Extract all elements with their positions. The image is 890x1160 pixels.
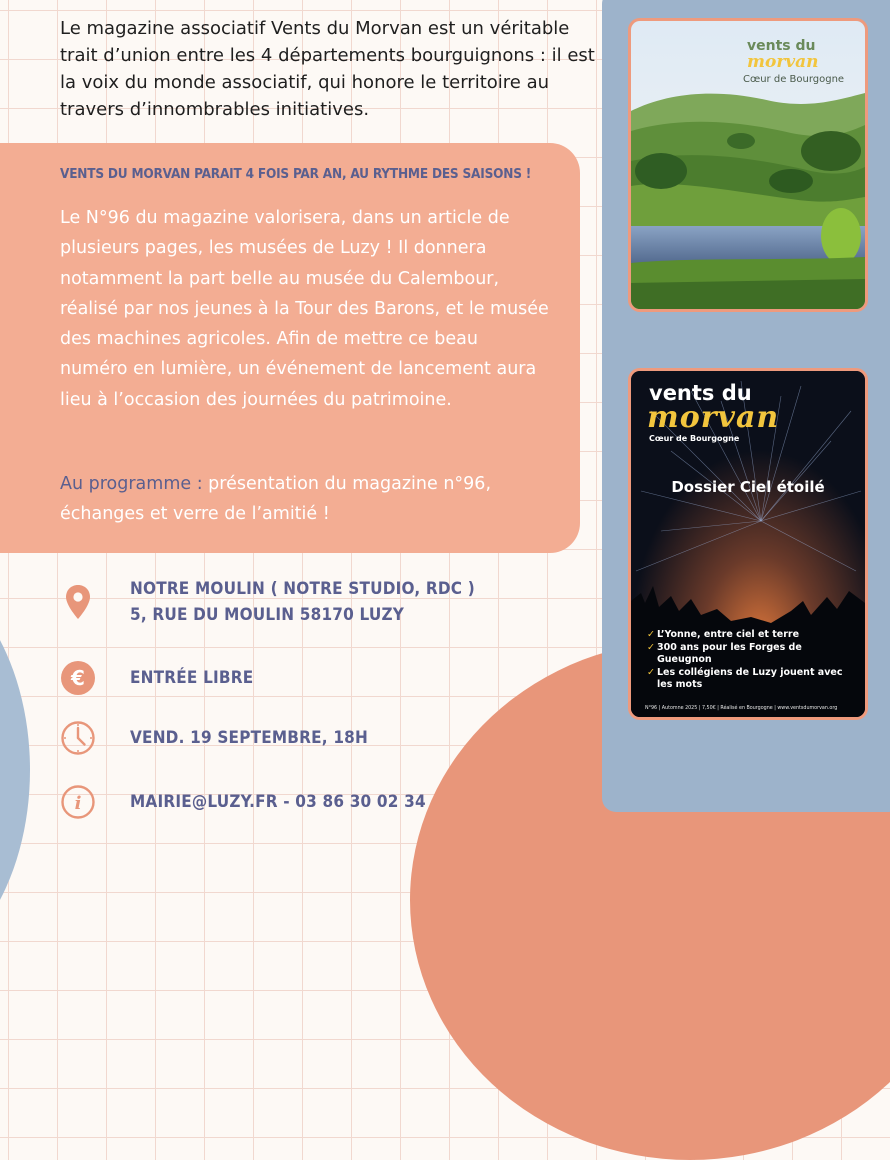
info-row-contact [60, 784, 426, 820]
info-row-location [60, 576, 475, 628]
datetime-text: VEND. 19 SEPTEMBRE, 18H [130, 728, 369, 748]
magazine-cover-starry [628, 368, 868, 720]
cover2-dossier-title: Dossier Ciel étoilé [671, 478, 825, 496]
location-pin-icon [60, 584, 96, 620]
cover1-title-small: vents du [747, 38, 816, 54]
cover2-title-big: morvan [647, 400, 780, 435]
info-row-price [60, 660, 253, 696]
location-line-1: NOTRE MOULIN ( NOTRE STUDIO, RDC ) [130, 579, 475, 599]
svg-text:i: i [74, 793, 82, 814]
contact-text[interactable]: MAIRIE@LUZY.FR - 03 86 30 02 34 [130, 792, 426, 812]
event-card-heading: VENTS DU MORVAN PARAIT 4 FOIS PAR AN, AU RYTHME DES SAISONS ! [60, 166, 532, 182]
info-icon [60, 784, 96, 820]
info-row-datetime [60, 720, 368, 756]
cover2-bullet: ✓ Les collégiens de Luzy jouent avec les mots [647, 667, 857, 692]
euro-icon [60, 660, 96, 696]
decorative-blob-left [0, 560, 30, 980]
intro-paragraph: Le magazine associatif Vents du Morvan est un véritable trait d’union entre les 4 départements bourguignons : il est la voix du monde associatif, qui honore le territoire au travers d’innombrables initiatives. [60, 18, 595, 120]
cover1-title-big: morvan [747, 52, 819, 72]
cover2-title-small: vents du [649, 381, 752, 405]
magazine-cover-landscape [628, 18, 868, 312]
program-label: Au programme : [60, 474, 203, 494]
cover2-footer: N°96 | Automne 2025 | 7,50€ | Réalisé en Bourgogne | www.ventsdumorvan.org [645, 706, 838, 711]
svg-text:€: € [71, 666, 85, 690]
cover2-bullet: ✓ 300 ans pour les Forges de Gueugnon [647, 642, 857, 667]
event-card-program [60, 469, 550, 530]
price-text: ENTRÉE LIBRE [130, 668, 254, 688]
cover1-subtitle: Cœur de Bourgogne [743, 74, 845, 85]
clock-icon [60, 720, 96, 756]
location-text [130, 576, 475, 628]
event-card-body: Le N°96 du magazine valorisera, dans un article de plusieurs pages, les musées de Luzy ! Il donnera notamment la part belle au musée du Calembour, réalisé par nos jeunes à la Tour des Barons, et le musée des machines agricoles. Afin de mettre ce beau numéro en lumière, un événement de lancement aura lieu à l’occasion des journées du patrimoine. [60, 208, 549, 410]
location-line-2: 5, RUE DU MOULIN 58170 LUZY [130, 605, 405, 625]
cover2-bullet: ✓ L’Yonne, entre ciel et terre [647, 629, 857, 642]
cover2-subtitle: Cœur de Bourgogne [649, 434, 740, 443]
program-text: présentation du magazine n°96, échanges et verre de l’amitié ! [60, 474, 492, 525]
cover2-bullet-list [647, 629, 857, 692]
